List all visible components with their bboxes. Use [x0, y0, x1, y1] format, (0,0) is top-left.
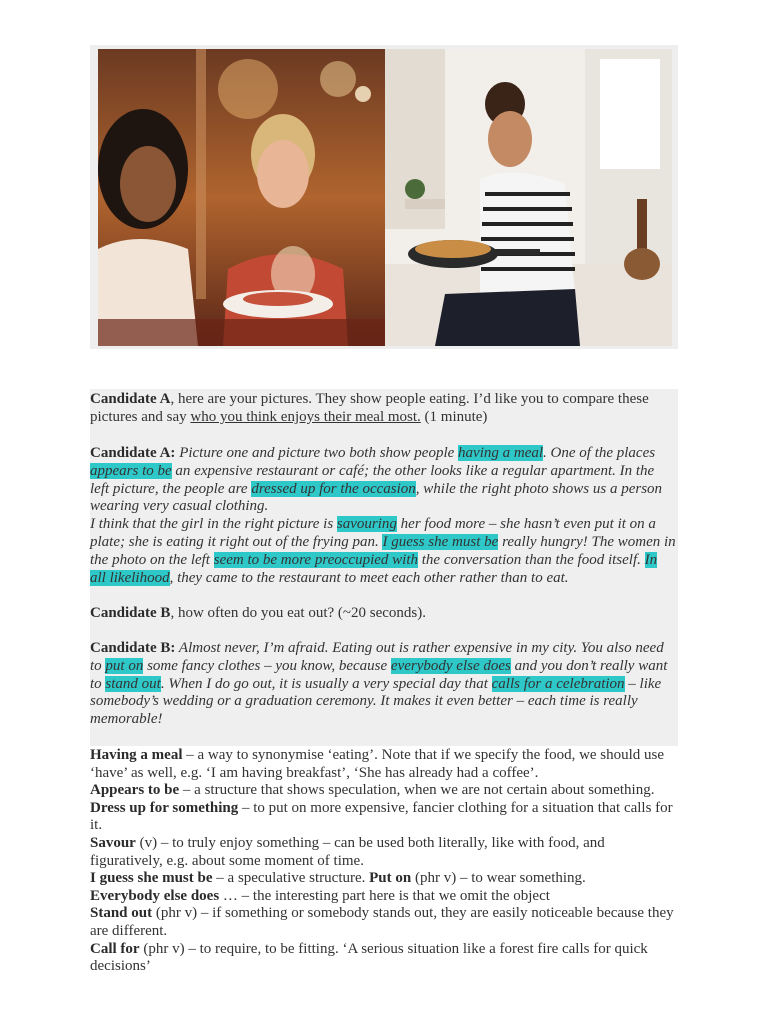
glossary-entry: Having a meal – a way to synonymise ‘eating’. Note that if we specify the food, we should use ‘have’ as well, e.g. ‘I am having breakfast’, ‘She has already had a coffee’. — [90, 747, 665, 781]
highlight-phrase: savouring — [336, 516, 397, 533]
glossary-entry: Call for (phr v) – to require, to be fitting. ‘A serious situation like a forest fire calls for quick decisions’ — [90, 940, 648, 975]
candidate-a-label: Candidate A: — [90, 445, 176, 461]
kitchen-photo — [385, 49, 672, 346]
task-a-label: Candidate A — [90, 391, 171, 407]
task-b-label: Candidate B — [90, 605, 171, 621]
candidate-a-answer: Candidate A: Picture one and picture two both show people having a meal. One of the places appears to be an expensive restaurant or café; the other looks like a regular apartment. In the left picture, the people are dressed up for the occasion, while the right photo shows us a person wearing very casual clothing. I think that the girl in the right picture is savouring her food more – she hasn’t even put it on a plate; she is eating it right out of the frying pan. I guess she must be really hungry! The women in the photo on the left seem to be more preoccupied with the conversation than the food itself. In all likelihood, they came to the restaurant to meet each other rather than to eat. — [90, 445, 676, 586]
glossary-entry: Savour (v) – to truly enjoy something – can be used both literally, like with food, and figuratively, e.g. about some moment of time. — [90, 834, 605, 869]
glossary-entry: Everybody else does … – the interesting part here is that we omit the object — [90, 887, 550, 904]
highlight-phrase: dressed up for the occasion — [251, 480, 416, 497]
highlight-phrase: having a meal — [458, 445, 544, 461]
glossary-entry: Stand out (phr v) – if something or somebody stands out, they are easily noticeable because they are different. — [90, 905, 674, 939]
highlight-phrase: put on — [105, 657, 144, 674]
task-a-prompt: Candidate A, here are your pictures. They show people eating. I’d like you to compare these pictures and say who you think enjoys their meal most. (1 minute) — [90, 391, 649, 425]
glossary-entry: Dress up for something – to put on more expensive, fancier clothing for a situation that calls for it. — [90, 799, 673, 834]
glossary-entry: I guess she must be – a speculative structure. Put on (phr v) – to wear something. — [90, 870, 586, 887]
highlight-phrase: appears to be — [90, 462, 172, 479]
highlight-phrase: stand out — [105, 675, 161, 692]
glossary — [90, 747, 680, 976]
highlight-phrase: seem to be more preoccupied with — [213, 551, 418, 568]
candidate-b-answer: Candidate B: Almost never, I’m afraid. Eating out is rather expensive in my city. You also need to put on some fancy clothes – you know, because everybody else does and you don’t really want to stand out. When I do go out, it is usually a very special day that calls for a celebration – like somebody’s wedding or a graduation ceremony. It makes it even better – each time is really memorable! — [90, 640, 668, 728]
restaurant-photo — [98, 49, 385, 346]
highlight-phrase: In all likelihood — [90, 551, 658, 586]
task-b-prompt: Candidate B, how often do you eat out? (~20 seconds). — [90, 605, 426, 621]
underlined-question: who you think enjoys their meal most. — [190, 408, 421, 425]
highlight-phrase: calls for a celebration — [491, 675, 625, 692]
glossary-entry: Appears to be – a structure that shows speculation, when we are not certain about something. — [90, 782, 655, 799]
photo-frame — [90, 45, 678, 349]
highlight-phrase: I guess she must be — [382, 533, 499, 550]
candidate-b-label: Candidate B: — [90, 640, 176, 656]
highlight-phrase: everybody else does — [390, 657, 511, 674]
